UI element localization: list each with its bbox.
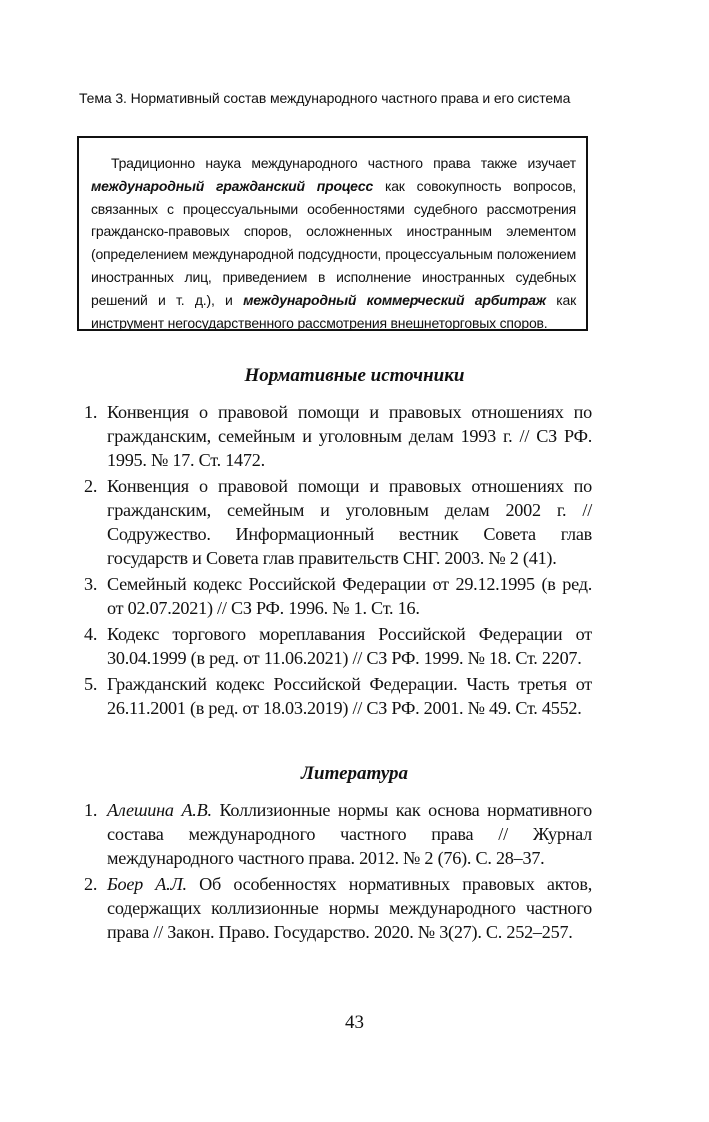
- item-text: Семейный кодекс Российской Федерации от 29.12.1995 (в ред. от 02.07.2021) // СЗ РФ. 1996. № 1. Ст. 16.: [107, 574, 592, 618]
- item-author: Алешина А.В.: [107, 800, 212, 820]
- item-text: Гражданский кодекс Российской Федерации. Часть третья от 26.11.2001 (в ред. от 18.03.2019) // СЗ РФ. 2001. № 49. Ст. 4552.: [107, 674, 592, 718]
- item-number: 1.: [84, 800, 98, 820]
- item-number: 1.: [84, 402, 98, 422]
- item-number: 5.: [84, 674, 98, 694]
- item-number: 3.: [84, 574, 98, 594]
- item-author: Боер А.Л.: [107, 874, 187, 894]
- box-text-3: как инструмент негосударственного рассмотрения внешнеторговых споров.: [91, 291, 577, 331]
- list-item: [84, 400, 592, 472]
- list-item: [84, 798, 592, 870]
- item-text: Кодекс торгового мореплавания Российской Федерации от 30.04.1999 (в ред. от 11.06.2021) // СЗ РФ. 1999. № 18. Ст. 2207.: [107, 624, 592, 668]
- sources-heading: Нормативные источники: [244, 365, 465, 386]
- running-head: Тема 3. Нормативный состав международного частного права и его система: [79, 90, 571, 106]
- item-text: Коллизионные нормы как основа нормативного состава международного частного права // Журнал международного частного права. 2012. № 2 (76). С. 28–37.: [107, 800, 592, 868]
- box-text-2: как совокупность вопросов, связанных с процессуальными особенностями судебного рассмотрения гражданско-правовых споров, осложненных иностранным элементом (определением международной подсудности, процессуальным положением иностранных лиц, приведением в исполнение иностранных судебных решений и т. д.), и: [91, 177, 576, 308]
- page-number: 43: [345, 1012, 364, 1033]
- item-text: Конвенция о правовой помощи и правовых отношениях по гражданским, семейным и уголовным делам 1993 г. // СЗ РФ. 1995. № 17. Ст. 1472.: [107, 402, 592, 470]
- list-item: [84, 474, 592, 570]
- item-number: 2.: [84, 476, 98, 496]
- item-number: 4.: [84, 624, 98, 644]
- item-text: Об особенностях нормативных правовых актов, содержащих коллизионные нормы международного частного права // Закон. Право. Государство. 2020. № 3(27). С. 252–257.: [107, 874, 592, 942]
- list-item: [84, 572, 592, 620]
- definition-paragraph: [91, 152, 576, 334]
- definition-box: [77, 136, 588, 331]
- list-item: [84, 872, 592, 944]
- term-international-civil-procedure: международный гражданский процесс: [91, 177, 374, 194]
- sources-list: [84, 400, 592, 722]
- term-international-commercial-arbitration: международный коммерческий арбитраж: [243, 291, 546, 308]
- box-text-1: Традиционно наука международного частного права также изучает: [111, 155, 576, 171]
- item-text: Конвенция о правовой помощи и правовых отношениях по гражданским, семейным и уголовным делам 2002 г. // Содружество. Информационный вестник Совета глав государств и Совета глав правительств СНГ. 2003. № 2 (41).: [107, 476, 592, 568]
- item-number: 2.: [84, 874, 98, 894]
- literature-heading: Литература: [300, 763, 409, 784]
- literature-list: [84, 798, 592, 946]
- list-item: [84, 672, 592, 720]
- list-item: [84, 622, 592, 670]
